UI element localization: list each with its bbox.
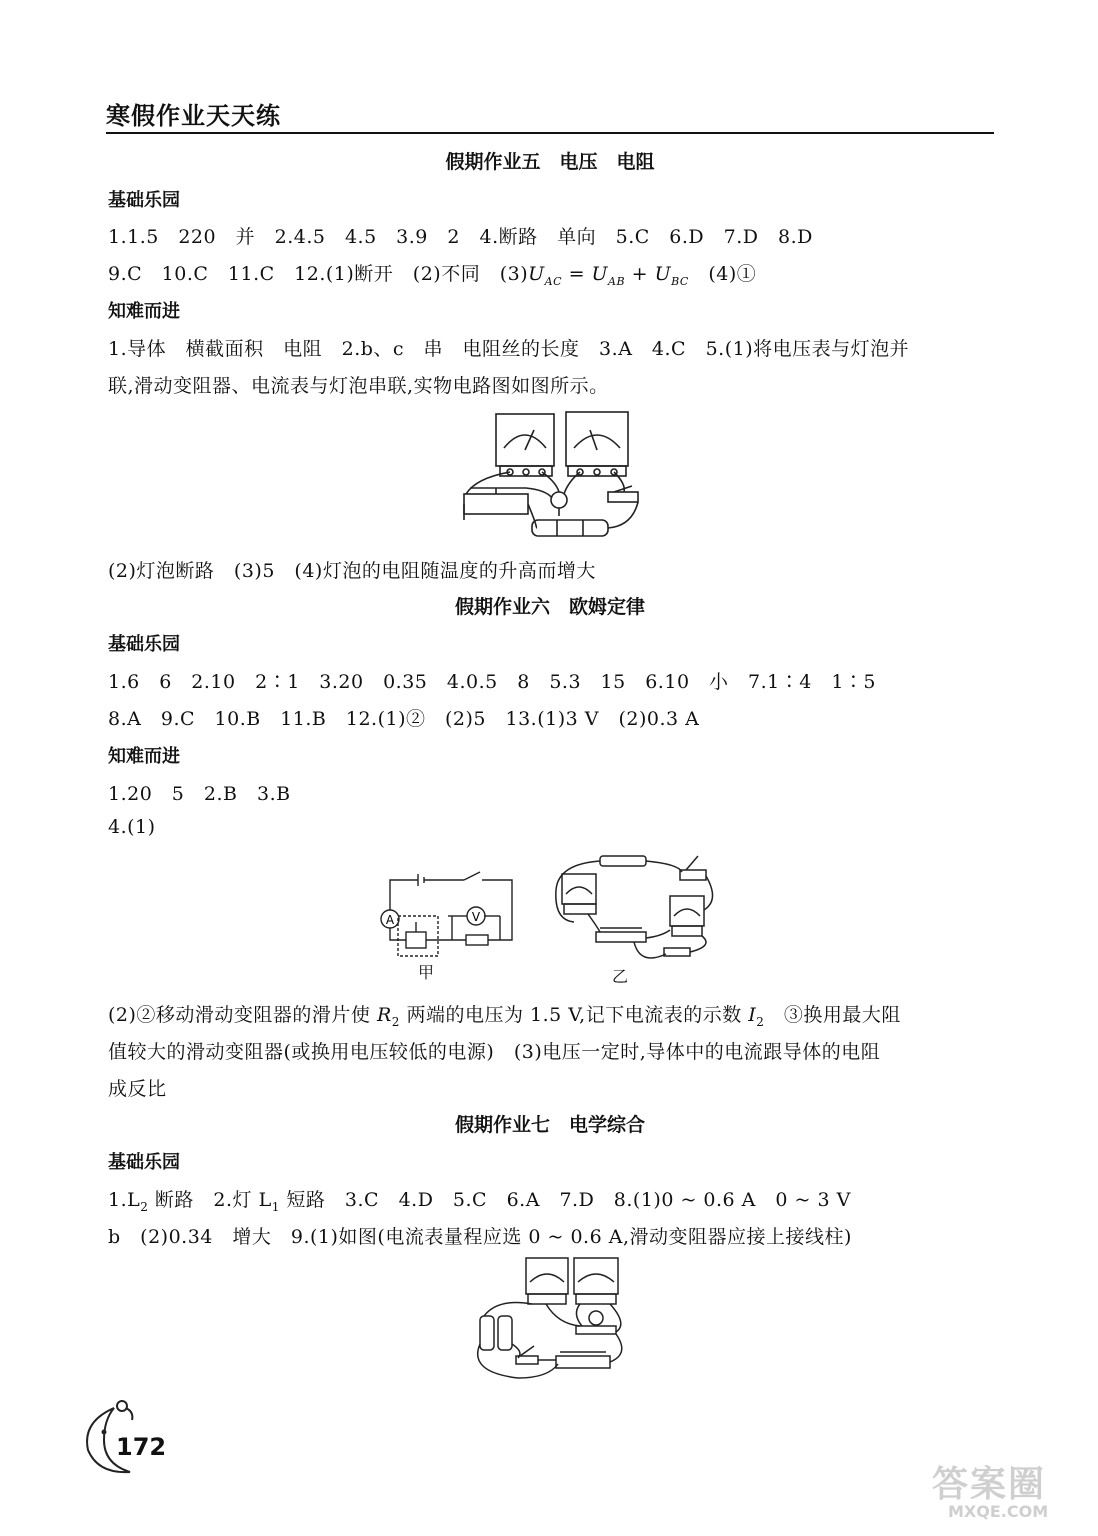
circuit-photo-figure-1 <box>456 408 652 540</box>
book-title: 寒假作业天天练 <box>106 102 281 130</box>
answer-line: 8.A 9.C 10.B 11.B 12.(1)② (2)5 13.(1)3 V (2)0.3 A <box>108 708 700 730</box>
answer-line: 成反比 <box>108 1078 167 1100</box>
answer-line: 联,滑动变阻器、电流表与灯泡串联,实物电路图如图所示。 <box>108 375 609 397</box>
answer-line: 4.(1) <box>108 816 156 838</box>
answer-line: 1.6 6 2.10 2∶1 3.20 0.35 4.0.5 8 5.3 15 6.10 小 7.1∶4 1∶5 <box>108 671 877 693</box>
voltmeter-symbol: V <box>471 910 481 924</box>
circuit-photo-yi <box>548 850 720 968</box>
subheading-basic-6: 基础乐园 <box>108 634 180 655</box>
subheading-advanced-6: 知难而进 <box>108 746 180 767</box>
header-rule <box>106 132 994 134</box>
page-number: 172 <box>116 1433 167 1461</box>
answer-line: 值较大的滑动变阻器(或换用电压较低的电源) (3)电压一定时,导体中的电流跟导体的电阻 <box>108 1041 881 1063</box>
subheading-advanced-5: 知难而进 <box>108 301 180 322</box>
section-title-7: 假期作业七 电学综合 <box>454 1114 645 1136</box>
watermark-logo-text: 答案圈 <box>932 1464 1047 1505</box>
figure-label-yi: 乙 <box>612 967 629 986</box>
circuit-photo-figure-4 <box>468 1254 634 1384</box>
site-watermark <box>922 1456 1082 1526</box>
answer-line: 1.1.5 220 并 2.4.5 4.5 3.9 2 4.断路 单向 5.C 6.D 7.D 8.D <box>108 226 813 248</box>
answer-line: 1.20 5 2.B 3.B <box>108 783 291 805</box>
answer-line: 9.C 10.C 11.C 12.(1)断开 (2)不同 $(3)U_{AC} = U_{AB} + U_{BC}$ (4)① <box>108 263 757 288</box>
watermark-url: MXQE.COM <box>948 1502 1049 1521</box>
ammeter-symbol: A <box>385 913 395 927</box>
circuit-schematic-jia <box>378 866 520 962</box>
figure-label-jia: 甲 <box>418 963 435 982</box>
section-title-6: 假期作业六 欧姆定律 <box>454 596 645 618</box>
answer-line: b (2)0.34 增大 9.(1)如图(电流表量程应选 0 ~ 0.6 A,滑动变阻器应接上接线柱) <box>108 1226 852 1248</box>
answer-line: $1.L_2$ 断路 2.灯 $L_1$ 短路 3.C 4.D 5.C 6.A 7.D 8.(1)0 ~ 0.6 A 0 ~ 3 V <box>108 1189 851 1214</box>
subheading-basic-5: 基础乐园 <box>108 190 180 211</box>
subheading-basic-7: 基础乐园 <box>108 1152 180 1173</box>
answer-line: (2)灯泡断路 (3)5 (4)灯泡的电阻随温度的升高而增大 <box>108 560 596 582</box>
section-title-5: 假期作业五 电压 电阻 <box>445 151 655 173</box>
answer-line: 1.导体 横截面积 电阻 2.b、c 串 电阻丝的长度 3.A 4.C 5.(1)将电压表与灯泡并 <box>108 338 910 360</box>
answer-line: (2)②移动滑动变阻器的滑片使 $R_2$ 两端的电压为 1.5 V,记下电流表的示数 $I_2$ ③换用最大阻 <box>108 1004 901 1029</box>
